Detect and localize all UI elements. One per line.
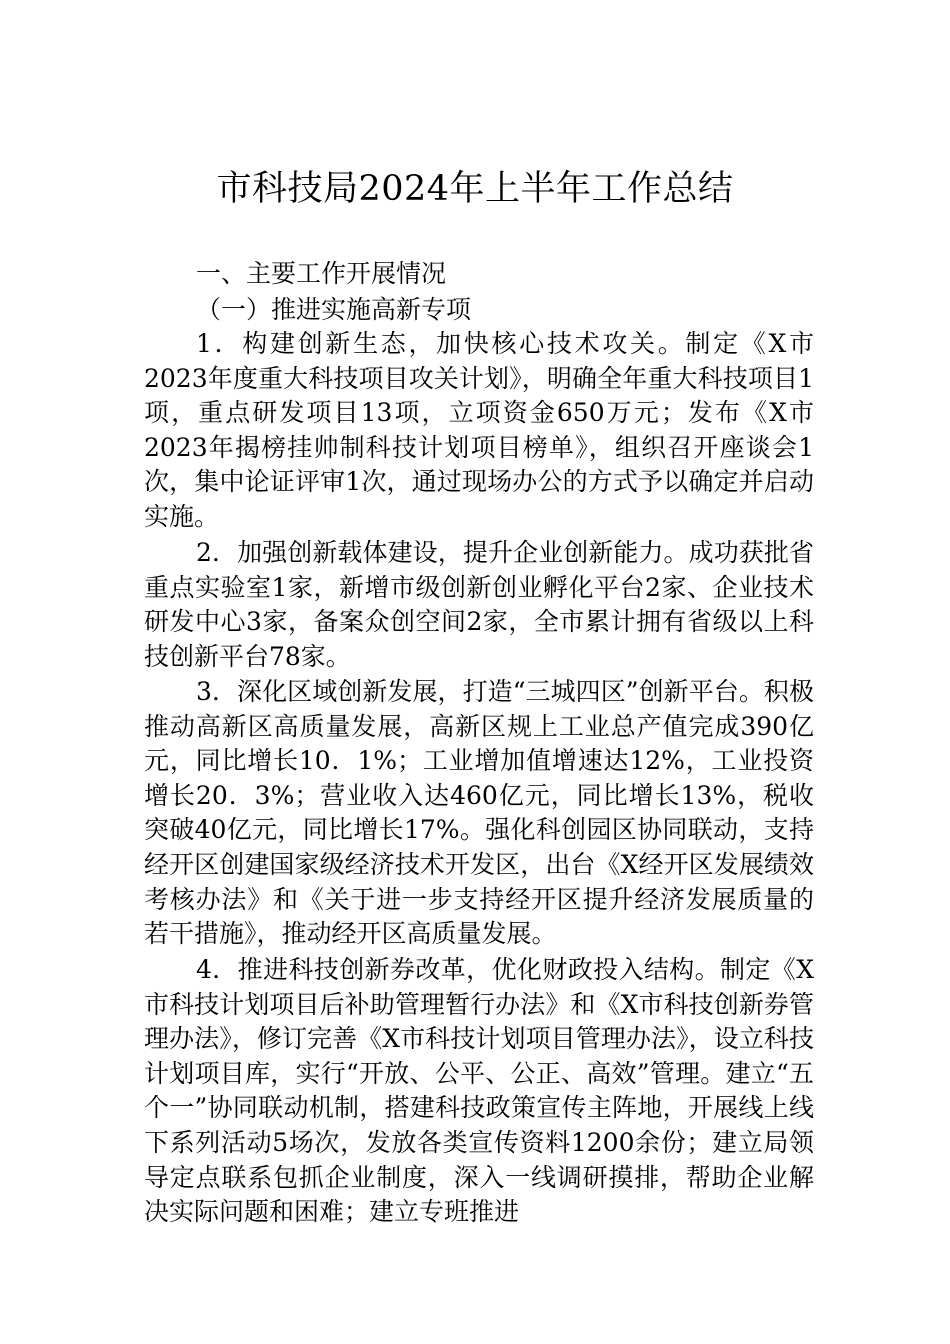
paragraph-4: 4．推进科技创新券改革，优化财政投入结构。制定《X市科技计划项目后补助管理暂行办法》和《X市科技创新券管理办法》，修订完善《X市科技计划项目管理办法》，设立科技计划项目库，实行“开放、公平、公正、高效”管理。建立“五个一”协同联动机制，搭建科技政策宣传主阵地，开展线上线下系列活动5场次，发放各类宣传资料1200余份；建立局领导定点联系包抓企业制度，深入一线调研摸排，帮助企业解决实际问题和困难；建立专班推进 <box>144 955 814 1227</box>
section-heading: 一、主要工作开展情况 <box>196 259 447 288</box>
paragraph-3: 3．深化区域创新发展，打造“三城四区”创新平台。积极推动高新区高质量发展，高新区规上工业总产值完成390亿元，同比增长10．1%；工业增加值增速达12%，工业投资增长20．3%；营业收入达460亿元，同比增长13%，税收突破40亿元，同比增长17%。强化科创园区协同联动，支持经开区创建国家级经济技术开发区，出台《X经开区发展绩效考核办法》和《关于进一步支持经开区提升经济发展质量的若干措施》，推动经开区高质量发展。 <box>144 677 814 949</box>
subsection-heading: （一）推进实施高新专项 <box>196 295 472 324</box>
paragraph-1: 1．构建创新生态，加快核心技术攻关。制定《X市2023年度重大科技项目攻关计划》，明确全年重大科技项目1项，重点研发项目13项，立项资金650万元；发布《X市2023年揭榜挂帅制科技计划项目榜单》，组织召开座谈会1次，集中论证评审1次，通过现场办公的方式予以确定并启动实施。 <box>144 329 814 531</box>
document-title: 市科技局2024年上半年工作总结 <box>216 169 734 209</box>
paragraph-2: 2．加强创新载体建设，提升企业创新能力。成功获批省重点实验室1家，新增市级创新创业孵化平台2家、企业技术研发中心3家，备案众创空间2家，全市累计拥有省级以上科技创新平台78家。 <box>144 538 814 671</box>
